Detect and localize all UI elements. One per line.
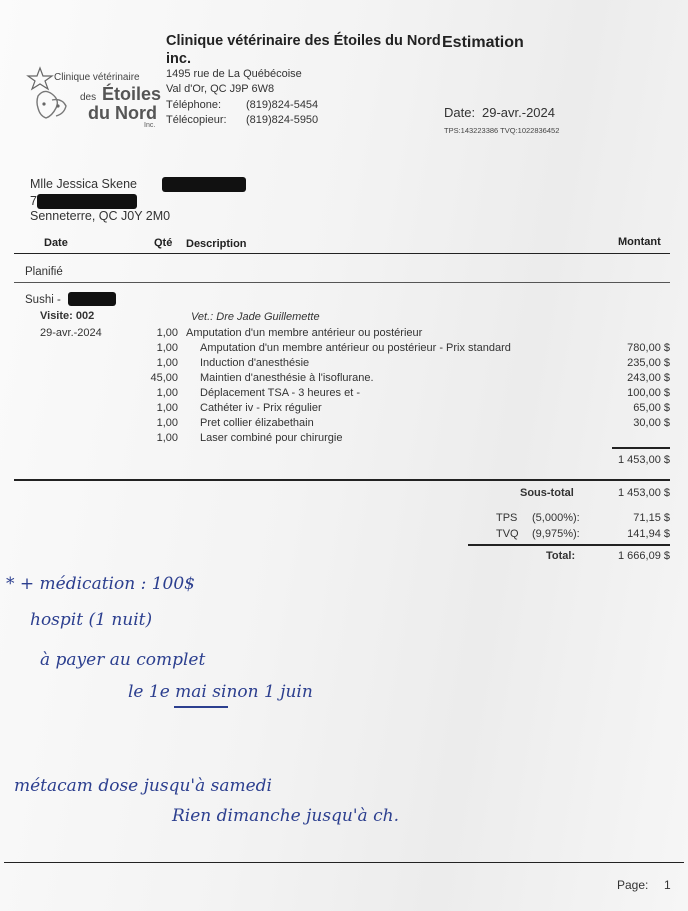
fax-number: (819)824-5950	[246, 114, 319, 126]
line-item-amount: 243,00 $	[627, 372, 670, 384]
main-item-qty: 1,00	[156, 327, 178, 339]
line-item-qty: 1,00	[156, 342, 178, 354]
total-label: Total:	[546, 550, 576, 562]
fax-label: Télécopieur:	[166, 114, 227, 126]
section-divider	[14, 282, 670, 283]
logo-line-3: du Nord	[88, 103, 157, 123]
tvq-label: TVQ	[496, 528, 519, 540]
logo-line-4: Inc.	[144, 122, 156, 129]
line-item-amount: 780,00 $	[627, 342, 670, 354]
clinic-name-suffix: inc.	[166, 51, 191, 67]
clinic-name: Clinique vétérinaire des Étoiles du Nord	[166, 33, 441, 49]
client-city: Senneterre, QC J0Y 2M0	[30, 209, 171, 223]
redaction-bar	[68, 292, 116, 306]
tvq-rate: (9,975%):	[532, 528, 580, 540]
line-item-amount: 100,00 $	[627, 387, 670, 399]
section-label: Planifié	[25, 266, 63, 278]
document-title: Estimation	[442, 34, 524, 51]
tps-label: TPS	[496, 512, 518, 524]
item-date: 29-avr.-2024	[40, 327, 102, 339]
clinic-logo	[26, 66, 166, 134]
logo-line-2b: Étoiles	[102, 84, 162, 104]
line-item-description: Déplacement TSA - 3 heures et -	[200, 387, 360, 399]
phone-number: (819)824-5454	[246, 99, 319, 111]
handwritten-note: Rien dimanche jusqu'à ch.	[172, 806, 399, 826]
line-item-qty: 1,00	[156, 357, 178, 369]
line-item-qty: 45,00	[150, 372, 178, 384]
column-header-amount: Montant	[618, 236, 661, 248]
line-item-description: Maintien d'anesthésie à l'isoflurane.	[200, 372, 374, 384]
line-item-description: Amputation d'un membre antérieur ou postérieur - Prix standard	[200, 342, 511, 354]
line-item-qty: 1,00	[156, 402, 178, 414]
footer-divider	[4, 862, 684, 863]
main-item-description: Amputation d'un membre antérieur ou postérieur	[186, 327, 423, 339]
column-header-date: Date	[44, 237, 68, 249]
handwritten-note: hospit (1 nuit)	[30, 610, 153, 630]
tps-amount: 71,15 $	[633, 512, 670, 524]
line-item-amount: 235,00 $	[627, 357, 670, 369]
line-item-amount: 65,00 $	[633, 402, 670, 414]
line-item-qty: 1,00	[156, 417, 178, 429]
handwritten-note: métacam dose jusqu'à samedi	[14, 776, 272, 796]
phone-label: Téléphone:	[166, 99, 222, 111]
subtotal-amount: 1 453,00 $	[618, 487, 670, 499]
document-date: 29-avr.-2024	[482, 105, 555, 120]
redaction-bar	[37, 194, 137, 209]
tps-rate: (5,000%):	[532, 512, 580, 524]
group-total: 1 453,00 $	[618, 454, 670, 466]
handwritten-note: * + médication : 100$	[6, 574, 195, 594]
logo-line-2a: des	[80, 92, 97, 103]
column-header-qty: Qté	[154, 237, 173, 249]
clinic-address-line2: Val d'Or, QC J9P 6W8	[166, 83, 275, 95]
veterinarian: Vet.: Dre Jade Guillemette	[191, 311, 320, 323]
handwritten-note: à payer au complet	[40, 650, 206, 670]
client-street: 7	[30, 194, 37, 208]
line-item-description: Cathéter iv - Prix régulier	[200, 402, 322, 414]
redaction-bar	[162, 177, 246, 192]
line-item-qty: 1,00	[156, 387, 178, 399]
page-number: 1	[664, 878, 671, 892]
subtotal-label: Sous-total	[520, 487, 574, 499]
visit-number: Visite: 002	[40, 310, 95, 322]
total-rule	[468, 544, 670, 546]
clinic-address-line1: 1495 rue de La Québécoise	[166, 68, 302, 80]
tax-ids: TPS:143223386 TVQ:1022836452	[444, 126, 560, 135]
handwritten-note: le 1e mai sinon 1 juin	[128, 682, 313, 702]
page-label: Page:	[617, 878, 649, 892]
line-item-amount: 30,00 $	[633, 417, 670, 429]
date-label: Date:	[444, 105, 476, 120]
line-item-description: Laser combiné pour chirurgie	[200, 432, 343, 444]
total-amount: 1 666,09 $	[618, 550, 670, 562]
header-divider	[14, 253, 670, 254]
line-item-description: Pret collier élizabethain	[200, 417, 314, 429]
totals-divider	[14, 479, 670, 481]
column-header-description: Description	[186, 238, 247, 250]
logo-line-1: Clinique vétérinaire	[54, 72, 140, 83]
tvq-amount: 141,94 $	[627, 528, 670, 540]
line-item-description: Induction d'anesthésie	[200, 357, 310, 369]
group-total-rule	[612, 447, 670, 449]
line-item-qty: 1,00	[156, 432, 178, 444]
client-name: Mlle Jessica Skene	[30, 177, 137, 191]
patient-name: Sushi -	[25, 294, 61, 306]
handwritten-underline	[174, 706, 228, 708]
